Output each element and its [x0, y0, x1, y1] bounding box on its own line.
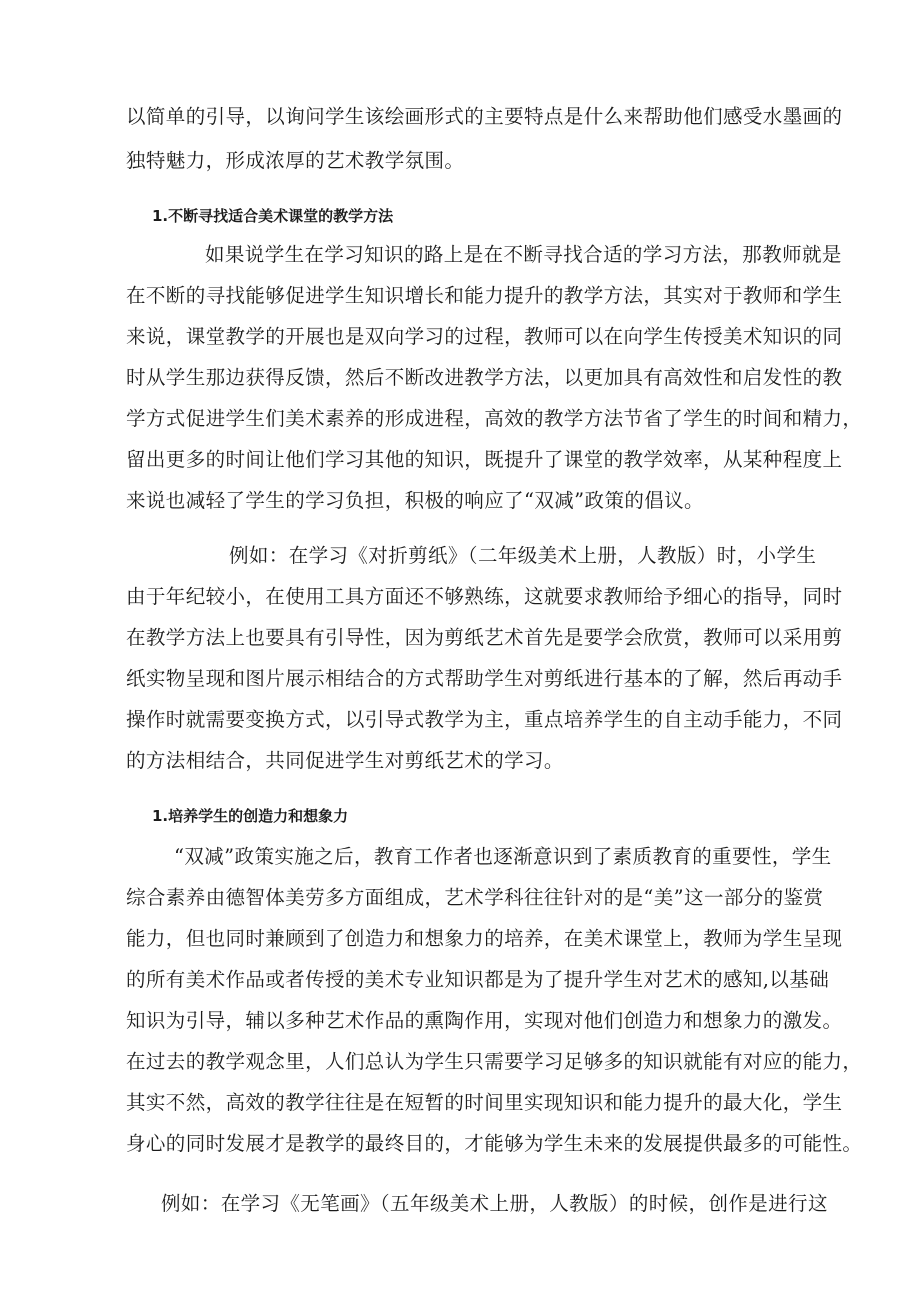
s1-p2-line-5: 操作时就需要变换方式，以引导式教学为主，重点培养学生的自主动手能力，不同: [126, 708, 843, 731]
s2-p1-line-8: 身心的同时发展才是教学的最终目的，才能够为学生未来的发展提供最多的可能性。: [126, 1132, 863, 1155]
s2-p1-line-2: 综合素养由德智体美劳多方面组成，艺术学科往往针对的是“美”这一部分的鉴赏: [126, 886, 824, 909]
s1-p1-line-1: 如果说学生在学习知识的路上是在不断寻找合适的学习方法，那教师就是: [205, 243, 842, 266]
s1-p2-line-4: 纸实物呈现和图片展示相结合的方式帮助学生对剪纸进行基本的了解，然后再动手: [126, 667, 843, 690]
s2-p1-line-7: 其实不然，高效的教学往往是在短暂的时间里实现知识和能力提升的最大化，学生: [126, 1091, 843, 1114]
s1-p1-line-6: 留出更多的时间让他们学习其他的知识，既提升了课堂的教学效率，从某种程度上: [126, 448, 843, 471]
s1-p1-line-2: 在不断的寻找能够促进学生知识增长和能力提升的教学方法，其实对于教师和学生: [126, 284, 843, 307]
s1-p1-line-3: 来说，课堂教学的开展也是双向学习的过程，教师可以在向学生传授美术知识的同: [126, 325, 843, 348]
intro-line-2: 独特魅力，形成浓厚的艺术教学氛围。: [126, 149, 465, 172]
s1-p2-line-2: 由于年纪较小，在使用工具方面还不够熟练，这就要求教师给予细心的指导，同时: [126, 585, 843, 608]
s1-p2-line-1: 例如：在学习《对折剪纸》（二年级美术上册，人教版）时，小学生: [229, 544, 817, 567]
section-2-heading: 1.培养学生的创造力和想象力: [152, 807, 349, 825]
s1-p2-line-6: 的方法相结合，共同促进学生对剪纸艺术的学习。: [126, 749, 564, 772]
s1-p1-line-5: 学方式促进学生们美术素养的形成进程，高效的教学方法节省了学生的时间和精力，: [126, 407, 863, 430]
s2-p1-line-4: 的所有美术作品或者传授的美术专业知识都是为了提升学生对艺术的感知,以基础: [126, 968, 830, 991]
intro-line-1: 以简单的引导，以询问学生该绘画形式的主要特点是什么来帮助他们感受水墨画的: [126, 105, 843, 128]
s2-p1-line-6: 在过去的教学观念里，人们总认为学生只需要学习足够多的知识就能有对应的能力，: [126, 1050, 863, 1073]
s2-p1-line-5: 知识为引导，辅以多种艺术作品的熏陶作用，实现对他们创造力和想象力的激发。: [126, 1009, 843, 1032]
s1-p1-line-7: 来说也减轻了学生的学习负担，积极的响应了“双减”政策的倡议。: [126, 489, 704, 512]
section-1-heading: 1.不断寻找适合美术课堂的教学方法: [152, 207, 394, 225]
s1-p2-line-3: 在教学方法上也要具有引导性，因为剪纸艺术首先是要学会欣赏，教师可以采用剪: [126, 626, 843, 649]
s2-p1-line-1: “双减”政策实施之后，教育工作者也逐渐意识到了素质教育的重要性，学生: [174, 845, 832, 868]
s2-p2-line-1: 例如：在学习《无笔画》（五年级美术上册，人教版）的时候，创作是进行这: [161, 1192, 828, 1215]
s1-p1-line-4: 时从学生那边获得反馈，然后不断改进教学方法，以更加具有高效性和启发性的教: [126, 366, 843, 389]
s2-p1-line-3: 能力，但也同时兼顾到了创造力和想象力的培养，在美术课堂上，教师为学生呈现: [126, 927, 843, 950]
